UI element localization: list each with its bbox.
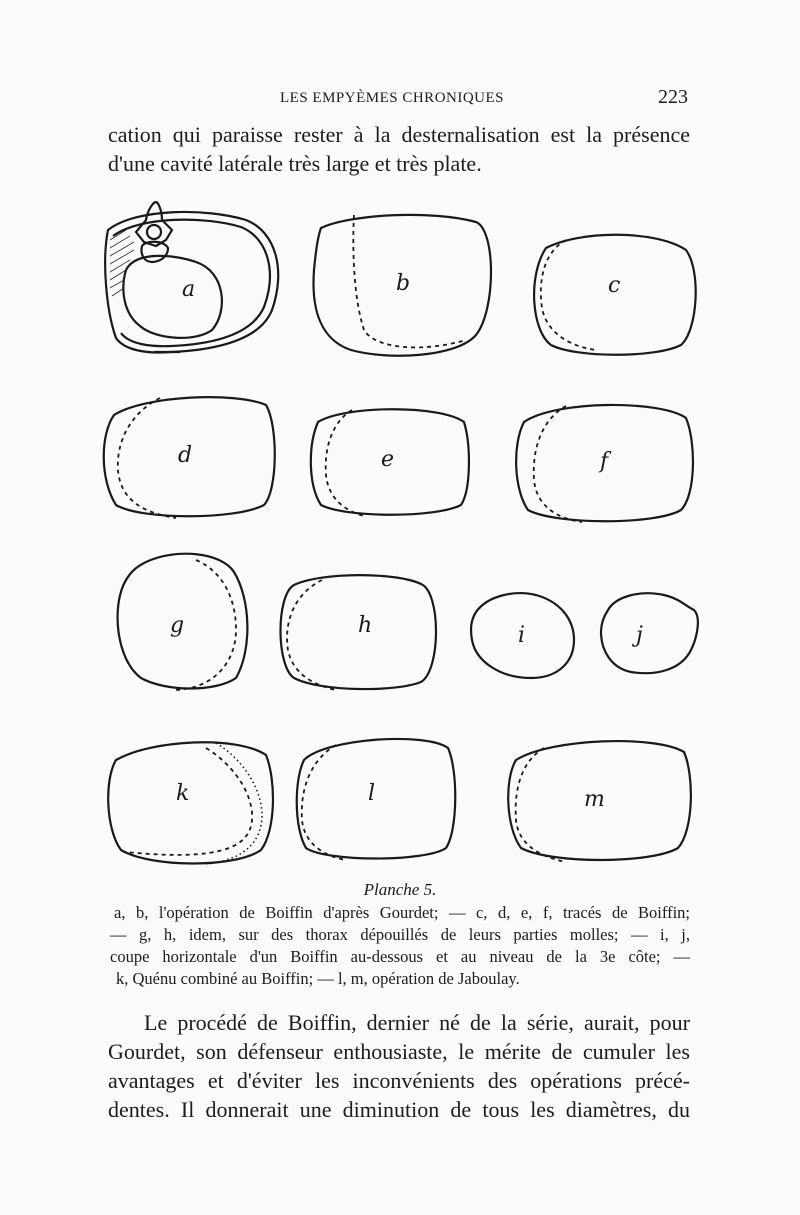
label-l: l	[368, 781, 376, 806]
label-e: e	[381, 447, 395, 472]
label-g: g	[170, 613, 185, 638]
label-m: m	[584, 787, 605, 812]
label-b: b	[396, 271, 411, 296]
paragraph-bottom-line-3: avantages et d'éviter les inconvénients des opérations précé-	[108, 1068, 690, 1093]
label-h: h	[358, 613, 373, 638]
label-d: d	[178, 443, 193, 468]
paragraph-top-line-1: cation qui paraisse rester à la desternalisation est la présence	[108, 122, 690, 147]
caption-line-4: k, Quénu combiné au Boiffin; — l, m, opération de Jaboulay.	[116, 969, 520, 988]
running-header	[110, 88, 688, 114]
plate-drawings	[96, 200, 706, 880]
paragraph-bottom	[108, 1008, 690, 1124]
caption-line-1: a, b, l'opération de Boiffin d'après Gourdet; — c, d, e, f, tracés de Boiffin;	[114, 903, 690, 922]
figure-h	[281, 575, 437, 690]
figure-a	[105, 202, 278, 352]
plate-title: Planche 5.	[363, 880, 437, 899]
paragraph-bottom-line-4: dentes. Il donnerait une diminution de tous les diamètres, du	[108, 1097, 690, 1122]
label-j: j	[636, 623, 643, 648]
figure-d	[104, 397, 275, 518]
paragraph-top-line-2: d'une cavité latérale très large et très plate.	[108, 151, 482, 176]
plate-figure	[96, 200, 706, 880]
paragraph-bottom-line-2: Gourdet, son défenseur enthousiaste, le mérite de cumuler les	[108, 1039, 690, 1064]
figure-j	[601, 593, 698, 673]
caption-line-3: coupe horizontale d'un Boiffin au-dessous et au niveau de la 3e côte; —	[110, 947, 690, 966]
label-a: a	[182, 277, 196, 302]
figure-g	[118, 554, 248, 690]
caption-line-2: — g, h, idem, sur des thorax dépouillés de leurs parties molles; — i, j,	[110, 925, 690, 944]
running-title: LES EMPYÈMES CHRONIQUES	[280, 90, 505, 106]
figure-k	[108, 742, 273, 864]
label-k: k	[176, 781, 190, 806]
figure-m	[508, 741, 691, 862]
figure-l	[297, 739, 456, 860]
figure-c	[534, 235, 696, 355]
figure-i	[471, 593, 574, 678]
page-number: 223	[658, 86, 688, 108]
plate-caption	[110, 902, 690, 990]
label-c: c	[608, 273, 621, 298]
figure-e	[311, 409, 469, 516]
figure-b	[313, 215, 491, 356]
paragraph-top	[108, 120, 690, 178]
label-f: f	[600, 449, 609, 474]
figure-f	[516, 405, 693, 522]
label-i: i	[518, 623, 526, 648]
paragraph-bottom-line-1: Le procédé de Boiffin, dernier né de la série, aurait, pour	[144, 1010, 690, 1035]
